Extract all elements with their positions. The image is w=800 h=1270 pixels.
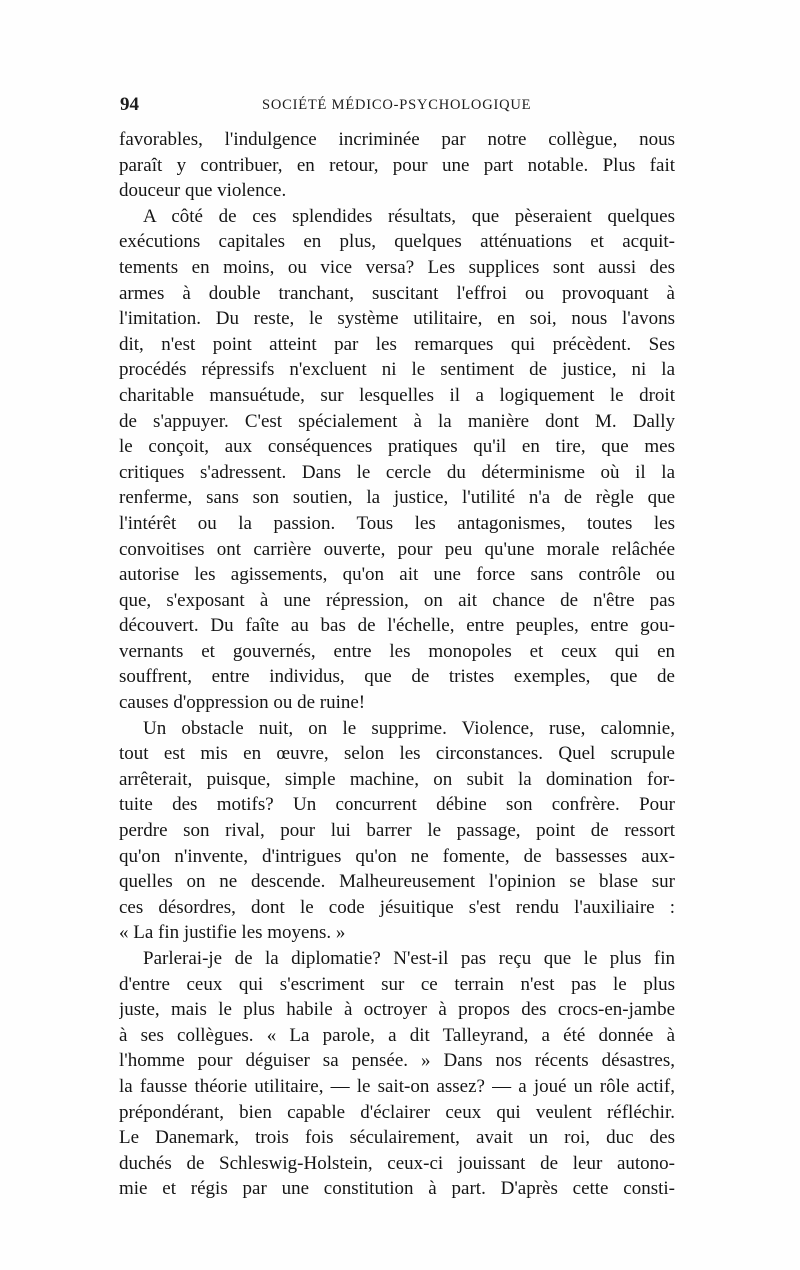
text-line: tuite des motifs? Un concurrent débine son confrère. Pour [119, 794, 675, 816]
text-line: l'imitation. Du reste, le système utilitaire, en soi, nous l'avons [119, 308, 675, 330]
text-line: la fausse théorie utilitaire, — le sait-on assez? — a joué un rôle actif, [119, 1075, 675, 1097]
text-line: autorise les agissements, qu'on ait une force sans contrôle ou [119, 564, 675, 586]
text-line: mie et régis par une constitution à part. D'après cette consti- [119, 1178, 675, 1200]
text-line: dit, n'est point atteint par les remarques qui précèdent. Ses [119, 333, 675, 355]
text-line: tements en moins, ou vice versa? Les supplices sont aussi des [119, 256, 675, 278]
text-line: convoitises ont carrière ouverte, pour peu qu'une morale relâchée [119, 538, 675, 560]
text-line: d'entre ceux qui s'escriment sur ce terrain n'est pas le plus [119, 973, 675, 995]
running-title: SOCIÉTÉ MÉDICO-PSYCHOLOGIQUE [262, 97, 532, 113]
text-line: découvert. Du faîte au bas de l'échelle, entre peuples, entre gou- [119, 615, 675, 637]
text-line: armes à double tranchant, suscitant l'effroi ou provoquant à [119, 282, 675, 304]
text-line: A côté de ces splendides résultats, que pèseraient quelques [143, 205, 675, 227]
text-line: quelles on ne descende. Malheureusement l'opinion se blase sur [119, 871, 675, 893]
text-line: prépondérant, bien capable d'éclairer ceux qui veulent réfléchir. [119, 1101, 675, 1123]
text-line: exécutions capitales en plus, quelques atténuations et acquit- [119, 231, 675, 253]
text-line: juste, mais le plus habile à octroyer à propos des crocs-en-jambe [119, 999, 675, 1021]
text-line: procédés répressifs n'excluent ni le sentiment de justice, ni la [119, 359, 675, 381]
text-line: souffrent, entre individus, que de tristes exemples, que de [119, 666, 675, 688]
text-line: qu'on n'invente, d'intrigues qu'on ne fomente, de bassesses aux- [119, 845, 675, 867]
text-line: arrêterait, puisque, simple machine, on subit la domination for- [119, 768, 675, 790]
text-line: vernants et gouvernés, entre les monopoles et ceux qui en [119, 640, 675, 662]
text-line: le conçoit, aux conséquences pratiques qu'il en tire, que mes [119, 436, 675, 458]
text-line: tout est mis en œuvre, selon les circonstances. Quel scrupule [119, 743, 675, 765]
text-line: l'homme pour déguiser sa pensée. » Dans nos récents désastres, [119, 1050, 675, 1072]
text-line: de s'appuyer. C'est spécialement à la manière dont M. Dally [119, 410, 675, 432]
text-line: critiques s'adressent. Dans le cercle du déterminisme où il la [119, 461, 675, 483]
text-line: Parlerai-je de la diplomatie? N'est-il pas reçu que le plus fin [143, 948, 675, 969]
text-line: perdre son rival, pour lui barrer le passage, point de ressort [119, 820, 675, 842]
page-header [120, 94, 672, 116]
text-line: renferme, sans son soutien, la justice, l'utilité n'a de règle que [119, 487, 675, 509]
text-line: Le Danemark, trois fois séculairement, avait un roi, duc des [119, 1127, 675, 1149]
body-text [119, 127, 675, 1202]
text-line: que, s'exposant à une répression, on ait chance de n'être pas [119, 589, 675, 611]
text-line: douceur que violence. [119, 180, 287, 202]
text-line: causes d'oppression ou de ruine! [119, 692, 366, 714]
text-line: « La fin justifie les moyens. » [119, 922, 346, 944]
page-number: 94 [120, 94, 139, 115]
text-line: à ses collègues. « La parole, a dit Talleyrand, a été donnée à [119, 1024, 675, 1046]
text-line: Un obstacle nuit, on le supprime. Violence, ruse, calomnie, [143, 717, 675, 739]
text-line: l'intérêt ou la passion. Tous les antagonismes, toutes les [119, 512, 675, 534]
text-line: ces désordres, dont le code jésuitique s'est rendu l'auxiliaire : [119, 896, 675, 918]
text-line: favorables, l'indulgence incriminée par notre collègue, nous [119, 129, 675, 150]
text-line: duchés de Schleswig-Holstein, ceux-ci jouissant de leur autono- [119, 1152, 675, 1174]
text-line: paraît y contribuer, en retour, pour une part notable. Plus fait [119, 154, 675, 176]
text-line: charitable mansuétude, sur lesquelles il a logiquement le droit [119, 384, 675, 406]
